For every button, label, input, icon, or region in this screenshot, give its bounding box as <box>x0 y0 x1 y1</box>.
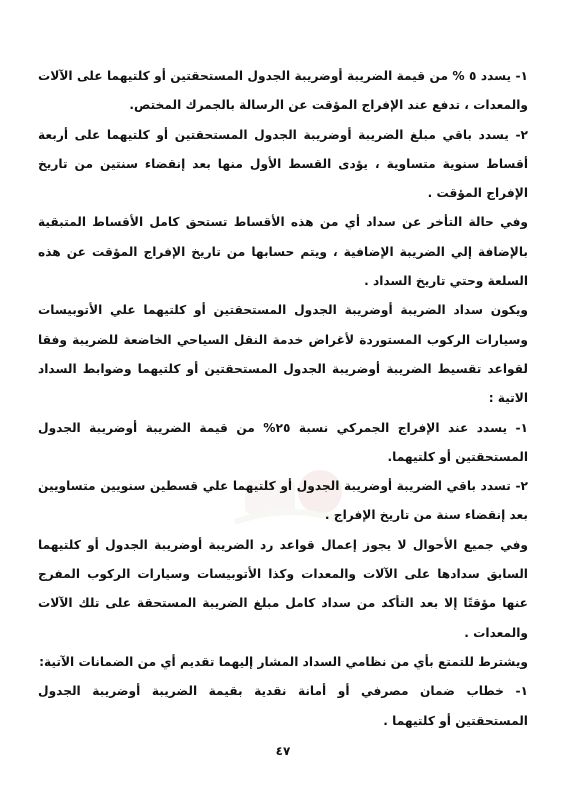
list-item-remaining-installments: ٢- يسدد باقي مبلغ الضريبة أوضريبة الجدول المستحقتين أو كلتيهما على أربعة أقساط سنوية متساوية ، يؤدى القسط الأول منها بعد إنقضاء سنتين من تاريخ الإفراج المؤقت . <box>38 127 528 201</box>
paragraph-tourist-vehicles: ويكون سداد الضريبة أوضريبة الجدول المستحقتين أو كلتيهما علي الأتوبيسات وسيارات الركوب المستوردة لأغراض خدمة النقل السياحي الخاضعة للضريبة وفقا لقواعد تقسيط الضريبة أوضريبة الجدول المستحقتين أو كلتيهما وضوابط السداد الاتية : <box>38 303 528 406</box>
page-number: ٤٧ <box>275 744 291 758</box>
paragraph-late-payment: وفي حالة التأخر عن سداد أي من هذه الأقساط تستحق كامل الأقساط المتبقية بالإضافة إلي الضريبة الإضافية ، ويتم حسابها من تاريخ الإفراج المؤقت عن هذه السلعة وحتي تاريخ السداد . <box>38 215 528 289</box>
paragraph-guarantees-condition: ويشترط للتمتع بأي من نظامي السداد المشار إليهما تقديم أي من الضمانات الآتية: <box>39 654 528 669</box>
list-item-bank-guarantee: ١- خطاب ضمان مصرفي أو أمانة نقدية بقيمة الضريبة أوضريبة الجدول المستحقتين أو كلتيهما . <box>38 684 528 728</box>
list-item-pay-25-percent: ١- يسدد عند الإفراج الجمركي نسبة ٢٥% من قيمة الضريبة أوضريبة الجدول المستحقتين أو كلتيهما. <box>38 420 528 464</box>
paragraph-refund-rules: وفي جميع الأحوال لا يجوز إعمال قواعد رد الضريبة أوضريبة الجدول أو كلتيهما السابق سدادها على الآلات والمعدات وكذا الأتوبيسات وسيارات الركوب المفرج عنها مؤقتًا إلا بعد التأكد من سداد كامل مبلغ الضريبة المستحقة على تلك الآلات والمعدات . <box>38 537 528 640</box>
document-body <box>38 62 528 736</box>
list-item-two-installments: ٢- تسدد باقي الضريبة أوضريبة الجدول أو كلتيهما علي قسطين سنويين متساويين بعد إنقضاء سنة من تاريخ الإفراج . <box>38 479 528 523</box>
list-item-pay-5-percent: ١- يسدد ٥ % من قيمة الضريبة أوضريبة الجدول المستحقتين أو كلتيهما على الآلات والمعدات ، تدفع عند الإفراج المؤقت عن الرسالة بالجمرك المختص. <box>38 69 528 113</box>
